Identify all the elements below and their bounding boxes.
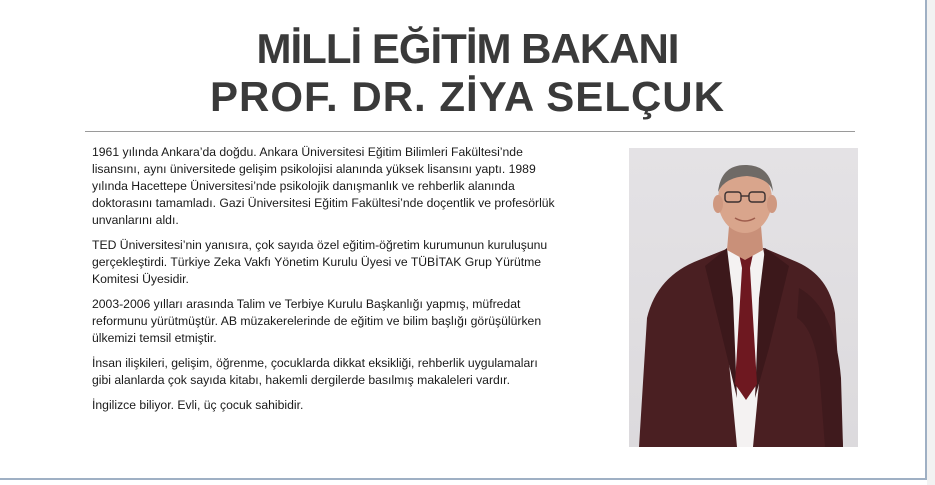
- title-divider: [85, 131, 855, 132]
- bio-line: yılında Hacettepe Üniversitesi’nde psikolojik danışmanlık ve rehberlik alanında: [92, 179, 515, 193]
- bio-line: İnsan ilişkileri, gelişim, öğrenme, çocuklarda dikkat eksikliği, rehberlik uygulamaları: [92, 356, 538, 370]
- biography-text: [92, 144, 612, 422]
- bio-line: lisansını, aynı üniversitede gelişim psikolojisi alanında yüksek lisansını yaptı. 1989: [92, 162, 536, 176]
- bio-line: gerçekleştirdi. Türkiye Zeka Vakfı Yönetim Kurulu Üyesi ve TÜBİTAK Grup Yürütme: [92, 255, 542, 269]
- portrait-illustration: [629, 148, 858, 447]
- bio-line: 1961 yılında Ankara’da doğdu. Ankara Üniversitesi Eğitim Bilimleri Fakültesi’nde: [92, 145, 523, 159]
- title-line-1: MİLLİ EĞİTİM BAKANI: [256, 25, 679, 72]
- bio-paragraph-4: [92, 355, 612, 389]
- bio-line: unvanlarını aldı.: [92, 213, 179, 227]
- window-edge: [927, 0, 935, 485]
- portrait-photo: [629, 148, 858, 447]
- bio-line: gibi alanlarda çok sayıda kitabı, hakemli dergilerde basılmış makaleleri vardır.: [92, 373, 510, 387]
- bio-line: Komitesi Üyesidir.: [92, 272, 189, 286]
- bio-paragraph-1: [92, 144, 612, 229]
- bio-paragraph-3: [92, 296, 612, 347]
- bio-line: ülkemizi temsil etmiştir.: [92, 331, 217, 345]
- title-line-2: PROF. DR. ZİYA SELÇUK: [210, 73, 725, 120]
- bio-line: TED Üniversitesi’nin yanısıra, çok sayıda özel eğitim-öğretim kurumunun kuruluşunu: [92, 238, 548, 252]
- bio-paragraph-5: [92, 397, 612, 414]
- bio-line: 2003-2006 yılları arasında Talim ve Terbiye Kurulu Başkanlığı yapmış, müfredat: [92, 297, 521, 311]
- bio-line: reformunu yürütmüştür. AB müzakerelerinde de eğitim ve bilim başlığı görüşülürken: [92, 314, 542, 328]
- left-ear: [713, 195, 723, 213]
- bio-line: doktorasını tamamladı. Gazi Üniversitesi Eğitim Fakültesi’nde doçentlik ve profesörlük: [92, 196, 555, 210]
- bio-line: İngilizce biliyor. Evli, üç çocuk sahibidir.: [92, 398, 304, 412]
- right-ear: [767, 195, 777, 213]
- bio-paragraph-2: [92, 237, 612, 288]
